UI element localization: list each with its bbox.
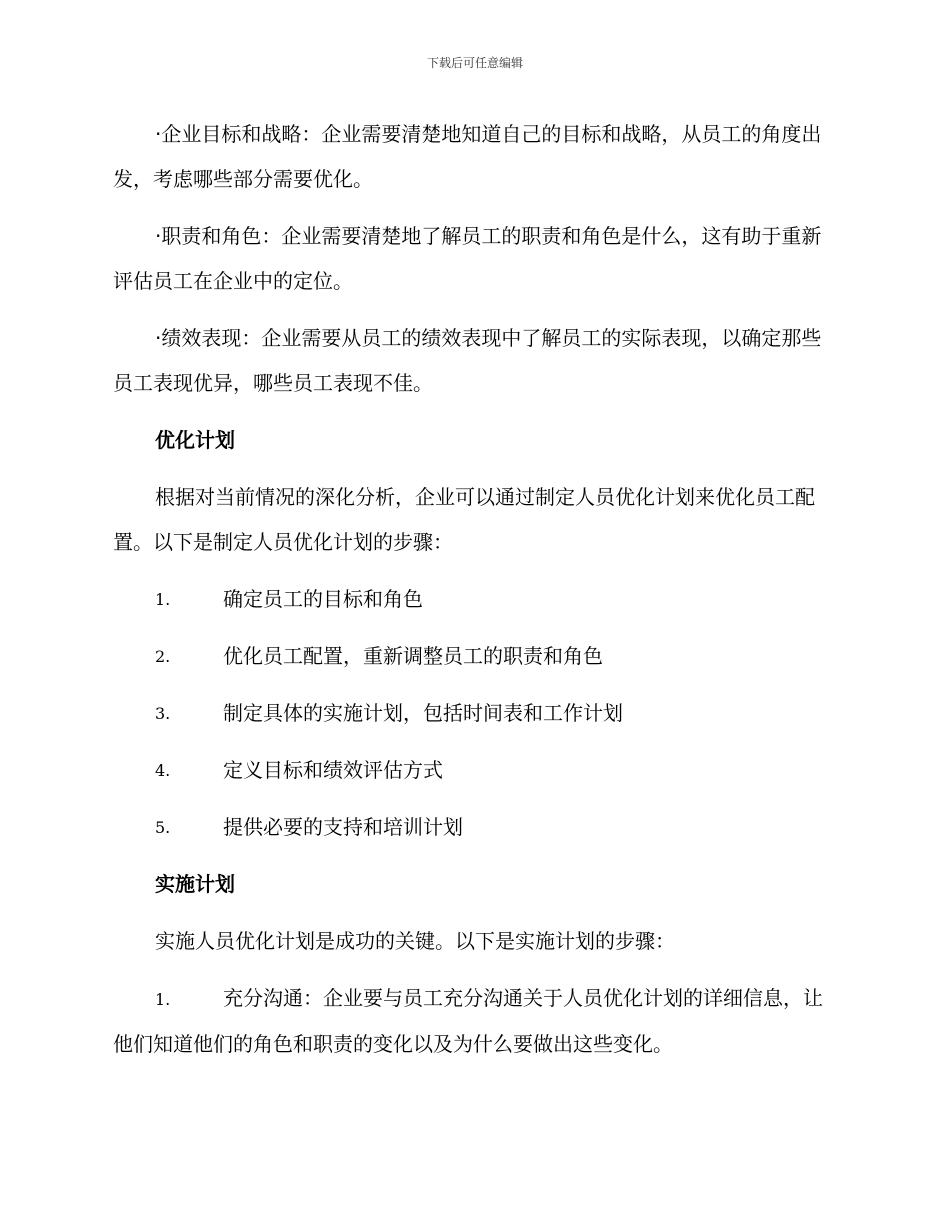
section-heading-optimization-plan: 优化计划 xyxy=(155,428,235,452)
bullet-paragraph xyxy=(113,214,837,304)
bullet-text: 企业目标和战略：企业需要清楚地知道自己的目标和战略，从员工的角度出发，考虑哪些部分需要优化。 xyxy=(113,122,822,191)
list-text: 制定具体的实施计划，包括时间表和工作计划 xyxy=(223,701,623,725)
numbered-paragraph xyxy=(113,976,837,1067)
list-item xyxy=(113,634,837,679)
list-item xyxy=(113,691,837,736)
list-number: 4. xyxy=(155,761,171,780)
bullet-mark: · xyxy=(155,224,162,248)
list-text: 提供必要的支持和培训计划 xyxy=(223,815,463,839)
list-number: 5. xyxy=(155,818,171,837)
section-intro: 根据对当前情况的深化分析，企业可以通过制定人员优化计划来优化员工配置。以下是制定人员优化计划的步骤： xyxy=(113,485,815,554)
bullet-text: 职责和角色：企业需要清楚地了解员工的职责和角色是什么，这有助于重新评估员工在企业中的定位。 xyxy=(113,224,822,293)
list-number: 1. xyxy=(155,990,171,1009)
list-item xyxy=(113,805,837,850)
list-text: 优化员工配置，重新调整员工的职责和角色 xyxy=(223,644,603,668)
section-intro: 实施人员优化计划是成功的关键。以下是实施计划的步骤： xyxy=(155,929,675,953)
bullet-paragraph xyxy=(113,112,837,202)
section-heading-implementation-plan: 实施计划 xyxy=(155,872,235,896)
bullet-paragraph xyxy=(113,316,837,406)
list-number: 3. xyxy=(155,704,171,723)
list-item xyxy=(113,577,837,622)
bullet-mark: · xyxy=(155,326,162,350)
list-text: 充分沟通：企业要与员工充分沟通关于人员优化计划的详细信息，让他们知道他们的角色和职责的变化以及为什么要做出这些变化。 xyxy=(113,986,823,1056)
list-number: 2. xyxy=(155,647,171,666)
document-body xyxy=(113,112,837,1067)
page-header: 下载后可任意编辑 xyxy=(426,56,523,70)
list-text: 定义目标和绩效评估方式 xyxy=(223,758,443,782)
bullet-text: 绩效表现：企业需要从员工的绩效表现中了解员工的实际表现，以确定那些员工表现优异，哪些员工表现不佳。 xyxy=(113,326,822,395)
list-text: 确定员工的目标和角色 xyxy=(223,587,423,611)
bullet-mark: · xyxy=(155,122,162,146)
list-item xyxy=(113,748,837,793)
list-number: 1. xyxy=(155,590,171,609)
